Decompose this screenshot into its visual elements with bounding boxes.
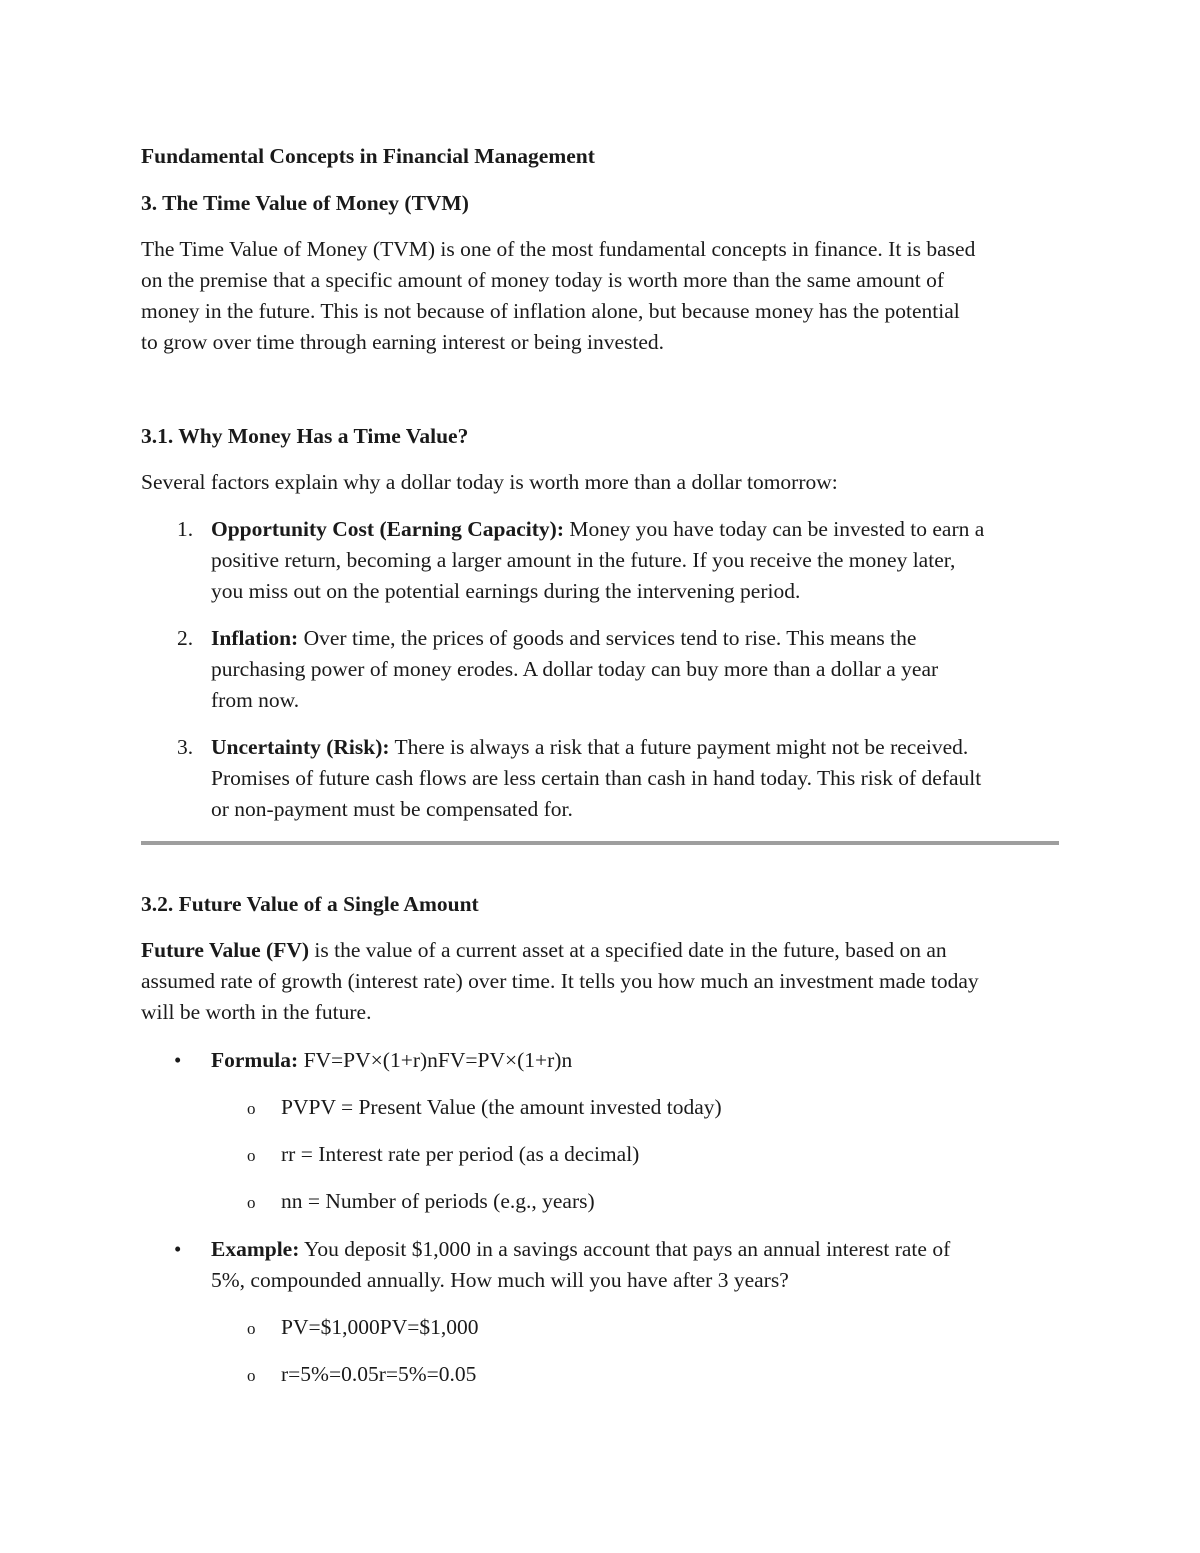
list-item-line: or non-payment must be compensated for. bbox=[211, 797, 573, 821]
section-3-2-paragraph-first-line bbox=[141, 935, 947, 966]
sub-bullet-icon: o bbox=[247, 1366, 256, 1385]
list-item-line: Promises of future cash flows are less certain than cash in hand today. This risk of default bbox=[211, 766, 982, 790]
list-item-first-line bbox=[211, 732, 968, 763]
list-item-line: you miss out on the potential earnings during the intervening period. bbox=[211, 579, 801, 603]
section-3-paragraph-line: to grow over time through earning interest or being invested. bbox=[141, 330, 665, 354]
list-item-text: Money you have today can be invested to earn a bbox=[563, 517, 985, 541]
list-item-line: purchasing power of money erodes. A dollar today can buy more than a dollar a year bbox=[211, 657, 939, 681]
example-label: Example: bbox=[211, 1237, 300, 1261]
list-item-first-line bbox=[211, 514, 984, 545]
section-3-2-heading: 3.2. Future Value of a Single Amount bbox=[141, 892, 479, 916]
horizontal-divider bbox=[141, 841, 1059, 845]
section-3-1-intro: Several factors explain why a dollar today is worth more than a dollar tomorrow: bbox=[141, 470, 838, 494]
formula-variable-item: PVPV = Present Value (the amount invested today) bbox=[281, 1095, 722, 1119]
list-number: 1. bbox=[177, 517, 194, 541]
list-item-line: from now. bbox=[211, 688, 300, 712]
list-number: 2. bbox=[177, 626, 194, 650]
list-item-first-line bbox=[211, 623, 916, 654]
list-item-text: There is always a risk that a future payment might not be received. bbox=[389, 735, 969, 759]
bullet-icon: • bbox=[174, 1048, 182, 1072]
list-item-line: positive return, becoming a larger amount in the future. If you receive the money later, bbox=[211, 548, 956, 572]
sub-bullet-icon: o bbox=[247, 1099, 256, 1118]
bullet-icon: • bbox=[174, 1237, 182, 1261]
section-3-heading: 3. The Time Value of Money (TVM) bbox=[141, 191, 469, 215]
example-text-line: 5%, compounded annually. How much will you have after 3 years? bbox=[211, 1268, 789, 1292]
formula-text: FV=PV×(1+r)nFV=PV×(1+r)n bbox=[298, 1048, 573, 1072]
example-item bbox=[211, 1234, 950, 1265]
sub-bullet-icon: o bbox=[247, 1193, 256, 1212]
example-given-item: r=5%=0.05r=5%=0.05 bbox=[281, 1362, 477, 1386]
section-3-paragraph-line: money in the future. This is not because of inflation alone, but because money has the potential bbox=[141, 299, 960, 323]
example-given-item: PV=$1,000PV=$1,000 bbox=[281, 1315, 479, 1339]
example-text: You deposit $1,000 in a savings account that pays an annual interest rate of bbox=[299, 1237, 951, 1261]
formula-variable-item: rr = Interest rate per period (as a decimal) bbox=[281, 1142, 640, 1166]
list-item-term: Opportunity Cost (Earning Capacity): bbox=[211, 517, 564, 541]
section-3-2-paragraph-text: is the value of a current asset at a specified date in the future, based on an bbox=[309, 938, 947, 962]
section-3-1-heading: 3.1. Why Money Has a Time Value? bbox=[141, 424, 469, 448]
future-value-term: Future Value (FV) bbox=[141, 938, 310, 962]
list-item-term: Inflation: bbox=[211, 626, 299, 650]
formula-item bbox=[211, 1045, 572, 1076]
list-item-text: Over time, the prices of goods and services tend to rise. This means the bbox=[298, 626, 917, 650]
formula-variable-item: nn = Number of periods (e.g., years) bbox=[281, 1189, 595, 1213]
list-number: 3. bbox=[177, 735, 194, 759]
formula-label: Formula: bbox=[211, 1048, 299, 1072]
section-3-2-paragraph-line: assumed rate of growth (interest rate) over time. It tells you how much an investment made today bbox=[141, 969, 979, 993]
document-title: Fundamental Concepts in Financial Management bbox=[141, 144, 595, 168]
section-3-2-paragraph-line: will be worth in the future. bbox=[141, 1000, 372, 1024]
sub-bullet-icon: o bbox=[247, 1319, 256, 1338]
list-item-term: Uncertainty (Risk): bbox=[211, 735, 390, 759]
sub-bullet-icon: o bbox=[247, 1146, 256, 1165]
section-3-paragraph-line: on the premise that a specific amount of money today is worth more than the same amount of bbox=[141, 268, 945, 292]
section-3-paragraph-line: The Time Value of Money (TVM) is one of the most fundamental concepts in finance. It is based bbox=[141, 237, 976, 261]
